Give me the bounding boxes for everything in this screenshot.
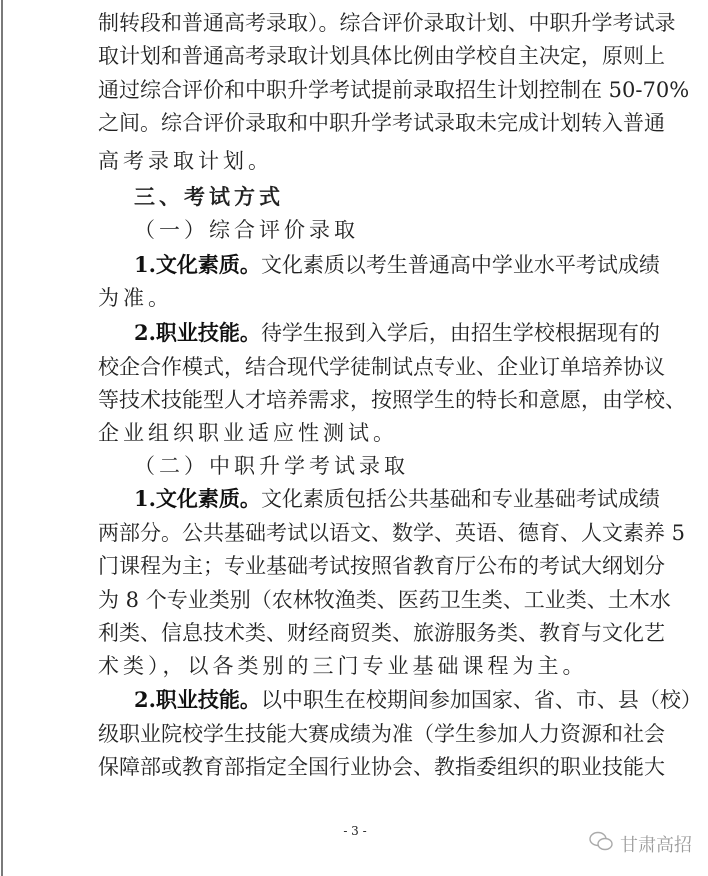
paragraph-line: 通过综合评价和中职升学考试提前录取招生计划控制在 50-70% [98, 78, 690, 102]
paragraph-line: 取计划和普通高考录取计划具体比例由学校自主决定，原则上 [98, 44, 665, 68]
paragraph-line: 保障部或教育部指定全国行业协会、教指委组织的职业技能大 [98, 755, 665, 779]
paragraph-line: 制转段和普通高考录取）。综合评价录取计划、中职升学考试录 [98, 11, 676, 35]
paragraph-line [134, 250, 660, 280]
paragraph-line [134, 318, 660, 348]
item-text: 文化素质以考生普通高中学业水平考试成绩 [260, 253, 660, 277]
item-text: 待学生报到入学后，由招生学校根据现有的 [260, 321, 660, 345]
paragraph-line: 为准。 [98, 286, 173, 310]
watermark-text: 甘肃高招 [620, 834, 692, 856]
page-left-border [1, 0, 3, 876]
page-number: - 3 - [343, 824, 367, 838]
paragraph-line [134, 685, 702, 715]
item-label: 2.职业技能。 [134, 687, 261, 712]
paragraph-line: 等技术技能型人才培养需求，按照学生的特长和意愿，由学校、 [98, 388, 686, 412]
item-label: 2.职业技能。 [134, 320, 261, 345]
item-label: 1.文化素质。 [134, 486, 261, 511]
wechat-icon [588, 830, 614, 857]
paragraph-line: 之间。综合评价录取和中职升学考试录取未完成计划转入普通 [98, 111, 665, 135]
paragraph-line: 企业组织职业适应性测试。 [98, 421, 398, 445]
paragraph-line: 校企合作模式，结合现代学徒制试点专业、企业订单培养协议 [98, 355, 665, 379]
paragraph-line [134, 484, 660, 514]
item-text: 以中职生在校期间参加国家、省、市、县（校） [260, 688, 702, 712]
item-label: 1.文化素质。 [134, 252, 261, 277]
paragraph-line: 两部分。公共基础考试以语文、数学、英语、德育、人文素养 5 [98, 521, 686, 545]
paragraph-line: 为 8 个专业类别（农林牧渔类、医药卫生类、工业类、土木水 [98, 588, 671, 612]
subsection-heading: （一）综合评价录取 [134, 218, 359, 242]
item-text: 文化素质包括公共基础和专业基础考试成绩 [260, 487, 660, 511]
paragraph-line: 术类），以各类别的三门专业基础课程为主。 [98, 654, 588, 678]
subsection-heading: （二）中职升学考试录取 [134, 454, 409, 478]
paragraph-line: 利类、信息技术类、财经商贸类、旅游服务类、教育与文化艺 [98, 621, 665, 645]
paragraph-line: 级职业院校学生技能大赛成绩为准（学生参加人力资源和社会 [98, 722, 665, 746]
paragraph-line: 高考录取计划。 [98, 149, 273, 173]
section-heading: 三、考试方式 [134, 184, 284, 209]
watermark [588, 830, 692, 857]
paragraph-line: 门课程为主；专业基础考试按照省教育厅公布的考试大纲划分 [98, 554, 665, 578]
